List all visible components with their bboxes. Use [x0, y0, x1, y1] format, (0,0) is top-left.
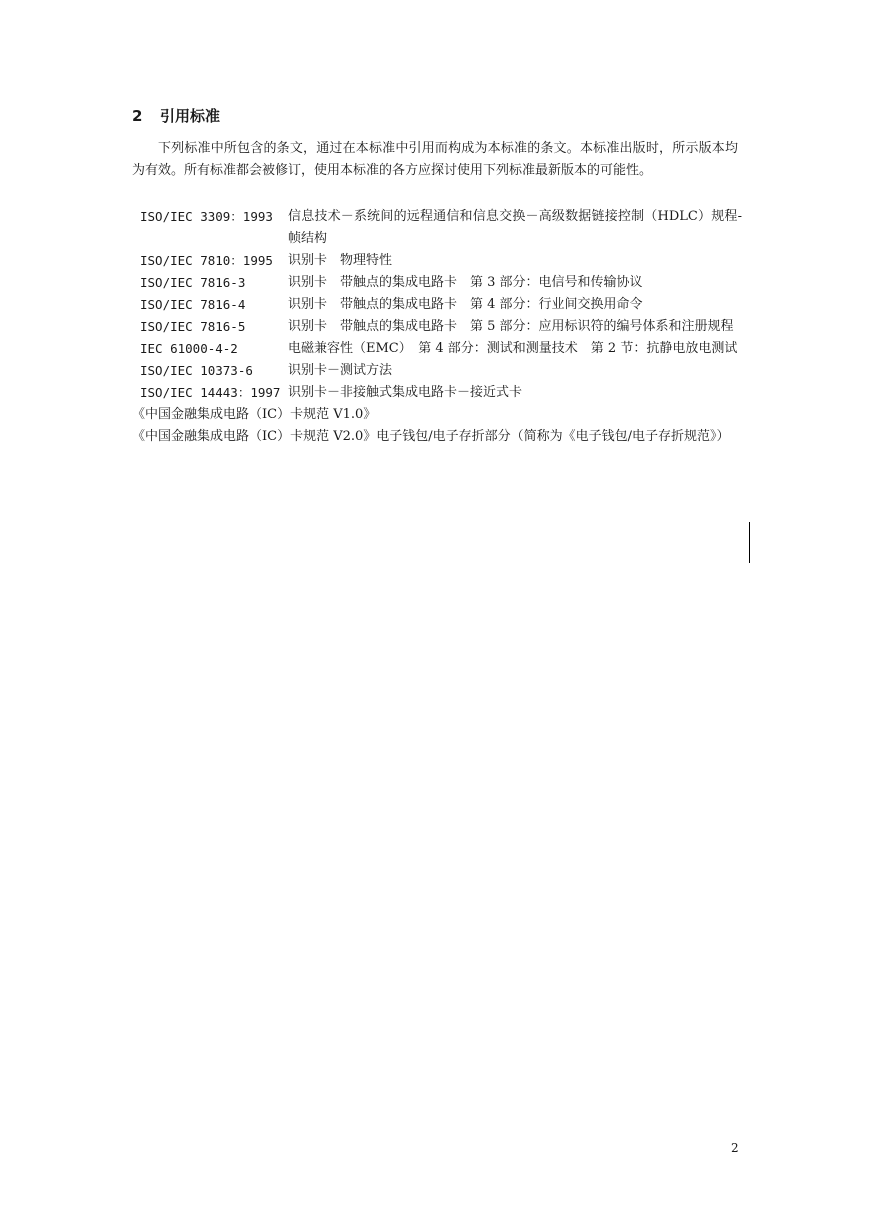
reference-item — [132, 360, 742, 382]
section-heading — [132, 106, 220, 126]
reference-item — [132, 272, 742, 294]
plain-reference: 《中国金融集成电路（IC）卡规范 V2.0》电子钱包/电子存折部分（简称为《电子钱包/电子存折规范》） — [132, 429, 730, 444]
reference-item — [132, 382, 742, 404]
reference-code: ISO/IEC 7816-5 — [140, 319, 246, 334]
reference-item — [132, 250, 742, 272]
reference-list — [132, 206, 742, 448]
section-title: 引用标准 — [160, 107, 221, 125]
section-number: 2 — [132, 107, 143, 125]
reference-code: ISO/IEC 7816-3 — [140, 275, 246, 290]
reference-code: ISO/IEC 3309：1993 — [140, 209, 273, 224]
revision-bar — [749, 522, 750, 563]
reference-title: 电磁兼容性（EMC） 第 4 部分：测试和测量技术 第 2 节：抗静电放电测试 — [288, 341, 738, 356]
reference-code: ISO/IEC 7816-4 — [140, 297, 246, 312]
reference-item — [132, 316, 742, 338]
reference-code: ISO/IEC 14443：1997 — [140, 385, 281, 400]
reference-title: 识别卡 带触点的集成电路卡 第 5 部分：应用标识符的编号体系和注册规程 — [288, 319, 734, 334]
plain-reference: 《中国金融集成电路（IC）卡规范 V1.0》 — [132, 407, 377, 422]
reference-item — [132, 338, 742, 360]
reference-code: ISO/IEC 7810：1995 — [140, 253, 273, 268]
intro-paragraph: 下列标准中所包含的条文，通过在本标准中引用而构成为本标准的条文。本标准出版时，所示版本均为有效。所有标准都会被修订，使用本标准的各方应探讨使用下列标准最新版本的可能性。 — [132, 141, 738, 178]
reference-title: 识别卡 带触点的集成电路卡 第 4 部分：行业间交换用命令 — [288, 297, 643, 312]
reference-title: 识别卡－非接触式集成电路卡－接近式卡 — [288, 385, 523, 400]
reference-item — [132, 206, 742, 250]
reference-title: 信息技术－系统间的远程通信和信息交换－高级数据链接控制（HDLC）规程-帧结构 — [288, 209, 742, 246]
reference-title: 识别卡 带触点的集成电路卡 第 3 部分：电信号和传输协议 — [288, 275, 643, 290]
reference-title: 识别卡 物理特性 — [288, 253, 393, 268]
reference-item — [132, 294, 742, 316]
reference-code: IEC 61000-4-2 — [140, 341, 238, 356]
reference-code: ISO/IEC 10373-6 — [140, 363, 253, 378]
reference-title: 识别卡－测试方法 — [288, 363, 393, 378]
page-number: 2 — [731, 1141, 739, 1155]
